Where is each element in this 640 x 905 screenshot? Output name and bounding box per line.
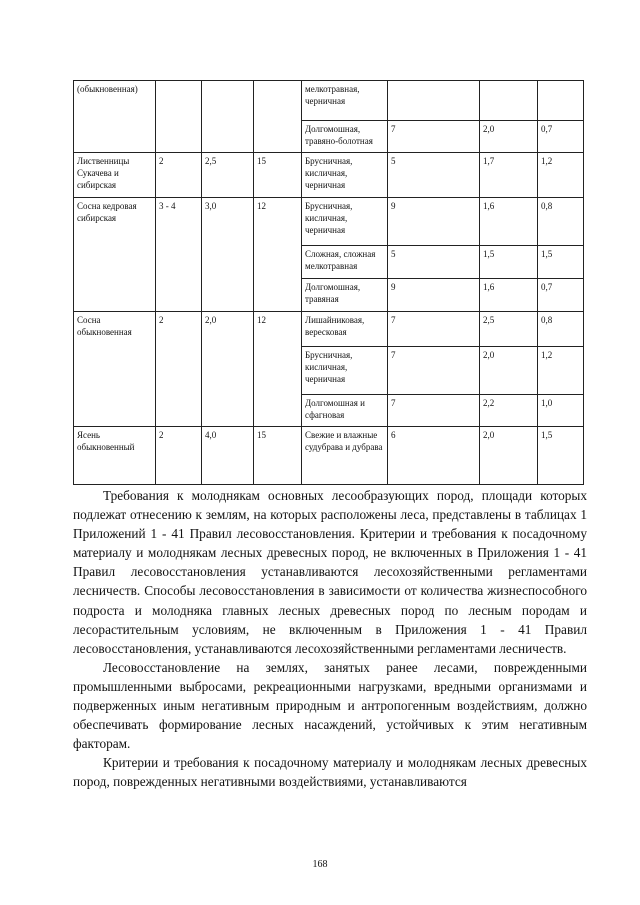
table-row	[74, 153, 584, 198]
table-cell: 0,7	[538, 121, 584, 153]
table-cell: 12	[254, 312, 302, 427]
paragraph: Критерии и требования к посадочному материалу и молоднякам лесных древесных пород, поврежденных негативными воздействиями, устанавливаются	[73, 755, 587, 790]
table-cell: 2,2	[480, 395, 538, 427]
table-cell: 3 - 4	[156, 198, 202, 312]
forest-type-cell: Брусничная, кисличная, черничная	[302, 347, 388, 395]
species-cell: Лиственницы Сукачева и сибирская	[74, 153, 156, 198]
table-cell	[202, 81, 254, 153]
table-row	[74, 312, 584, 347]
paragraph: Лесовосстановление на землях, занятых ранее лесами, поврежденными промышленными выбросами, рекреационными нагрузками, вредными организмами и подверженных иным негативным природным и антропогенным воздействиям, должно обеспечивать формирование лесных насаждений, устойчивых к этим негативным факторам.	[73, 659, 587, 752]
table-cell: 9	[388, 198, 480, 246]
table-cell: 2	[156, 153, 202, 198]
table-row	[74, 198, 584, 246]
table-cell: 2,0	[480, 121, 538, 153]
forest-type-cell: Свежие и влажные судубрава и дубрава	[302, 427, 388, 485]
forest-type-cell: Брусничная, кисличная, черничная	[302, 198, 388, 246]
table-cell: 0,8	[538, 198, 584, 246]
table-cell: 1,5	[480, 246, 538, 279]
table-cell: 1,6	[480, 198, 538, 246]
table-cell: 2,0	[480, 427, 538, 485]
table-cell: 7	[388, 347, 480, 395]
forest-type-cell: Брусничная, кисличная, черничная	[302, 153, 388, 198]
table-cell: 12	[254, 198, 302, 312]
table-cell: 7	[388, 121, 480, 153]
table-cell: 0,7	[538, 279, 584, 312]
table-cell	[538, 81, 584, 121]
table-cell	[156, 81, 202, 153]
table-cell: 3,0	[202, 198, 254, 312]
forest-type-cell: мелкотравная, черничная	[302, 81, 388, 121]
table-row	[74, 81, 584, 121]
table-cell: 2,5	[202, 153, 254, 198]
table-cell	[254, 81, 302, 153]
forest-type-cell: Долгомошная и сфагновая	[302, 395, 388, 427]
forest-type-cell: Лишайниковая, вересковая	[302, 312, 388, 347]
requirements-table	[73, 80, 584, 485]
table-cell: 9	[388, 279, 480, 312]
table-cell: 0,8	[538, 312, 584, 347]
table-cell: 15	[254, 427, 302, 485]
forest-type-cell: Сложная, сложная мелкотравная	[302, 246, 388, 279]
species-cell: (обыкновенная)	[74, 81, 156, 153]
table-cell: 2	[156, 427, 202, 485]
table-cell: 5	[388, 246, 480, 279]
table-cell: 7	[388, 312, 480, 347]
table-cell: 1,7	[480, 153, 538, 198]
body-text	[73, 486, 587, 792]
table-cell: 1,5	[538, 246, 584, 279]
table-cell: 6	[388, 427, 480, 485]
species-cell: Ясень обыкновенный	[74, 427, 156, 485]
paragraph: Требования к молоднякам основных лесообразующих пород, площади которых подлежат отнесению к землям, на которых расположены леса, представлены в таблицах 1 Приложений 1 - 41 Правил лесовосстановления. Критерии и требования к посадочному материалу и молоднякам лесных древесных пород, не включенных в Приложения 1 - 41 Правил лесовосстановления устанавливаются лесохозяйственными регламентами лесничеств. Способы лесовосстановления в зависимости от количества жизнеспособного подроста и молодняка главных лесных древесных пород по лесным породам и лесорастительным условиям, не включенным в Приложения 1 - 41 Правил лесовосстановления, устанавливаются лесохозяйственными регламентами лесничеств.	[73, 488, 587, 656]
table-cell: 1,2	[538, 347, 584, 395]
table-cell	[388, 81, 480, 121]
table-cell: 4,0	[202, 427, 254, 485]
table-cell: 1,6	[480, 279, 538, 312]
table-cell: 5	[388, 153, 480, 198]
table-cell: 15	[254, 153, 302, 198]
table-cell	[480, 81, 538, 121]
table-cell: 1,5	[538, 427, 584, 485]
table-row	[74, 427, 584, 485]
forest-type-cell: Долгомошная, травяно-болотная	[302, 121, 388, 153]
species-cell: Сосна обыкновенная	[74, 312, 156, 427]
table-cell: 2,0	[480, 347, 538, 395]
table-cell: 2	[156, 312, 202, 427]
page-number: 168	[312, 859, 328, 870]
table-cell: 2,5	[480, 312, 538, 347]
table-cell: 2,0	[202, 312, 254, 427]
forest-type-cell: Долгомошная, травяная	[302, 279, 388, 312]
table-cell: 1,0	[538, 395, 584, 427]
species-cell: Сосна кедровая сибирская	[74, 198, 156, 312]
table-cell: 1,2	[538, 153, 584, 198]
table-cell: 7	[388, 395, 480, 427]
